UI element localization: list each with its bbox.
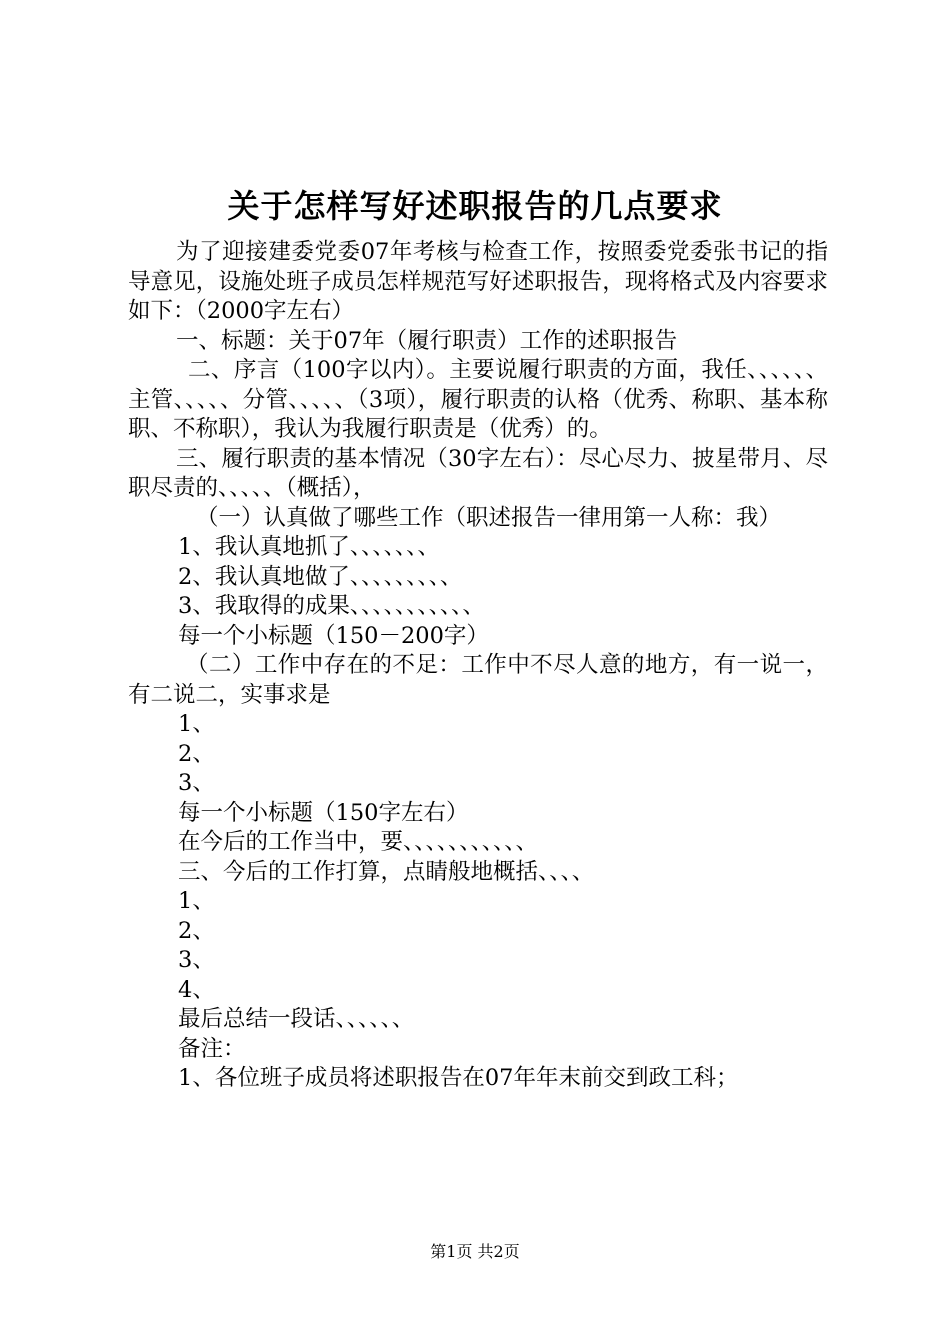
subtitle-note: 每一个小标题（150字左右） — [178, 799, 469, 826]
intro-paragraph: 为了迎接建委党委07年考核与检查工作，按照委党委张书记的指导意见，设施处班子成员怎样规范写好述职报告，现将格式及内容要求如下：（2000字左右） — [128, 239, 828, 324]
document-title: 关于怎样写好述职报告的几点要求 — [227, 187, 723, 225]
future-work-line: 在今后的工作当中，要、、、、、、、、、、、 — [178, 829, 539, 855]
document-body — [128, 238, 828, 1094]
list-item: 1、 — [178, 711, 215, 737]
remarks-heading: 备注： — [178, 1035, 246, 1062]
subtitle-note: 每一个小标题（150－200字） — [178, 622, 489, 649]
list-item: 2、我认真地做了、、、、、、、、、 — [178, 563, 463, 590]
list-item: 3、 — [178, 770, 215, 796]
list-item: 3、我取得的成果、、、、、、、、、、、 — [178, 593, 485, 619]
list-item: 4、 — [178, 976, 215, 1003]
remarks-item: 1、各位班子成员将述职报告在07年年末前交到政工科； — [178, 1065, 739, 1091]
section-basic-situation: 三、履行职责的基本情况（30字左右）：尽心尽力、披星带月、尽职尽责的、、、、、（概括）， — [128, 445, 828, 501]
section-title-heading: 一、标题：关于07年（履行职责）工作的述职报告 — [176, 327, 678, 354]
list-item: 1、我认真地抓了、、、、、、、 — [178, 534, 440, 560]
list-item: 2、 — [178, 917, 215, 944]
list-item: 1、 — [178, 888, 215, 914]
subsection-work-done: （一）认真做了哪些工作（职述报告一律用第一人称：我） — [196, 504, 782, 531]
page-number-footer: 第1页 共2页 — [430, 1242, 520, 1261]
list-item: 3、 — [178, 947, 215, 973]
summary-line: 最后总结一段话、、、、、、 — [178, 1006, 415, 1032]
subsection-shortcomings: （二）工作中存在的不足：工作中不尽人意的地方，有一说一，有二说二，实事求是 — [128, 652, 828, 708]
list-item: 2、 — [178, 740, 215, 767]
section-future-plan: 三、今后的工作打算，点睛般地概括、、、、 — [178, 858, 595, 885]
section-preface: 二、序言（100字以内）。主要说履行职责的方面，我任、、、、、、主管、、、、、分管、、、、、（3项），履行职责的认格（优秀、称职、基本称职、不称职），我认为我履行职责是（优秀）的。 — [128, 357, 828, 442]
